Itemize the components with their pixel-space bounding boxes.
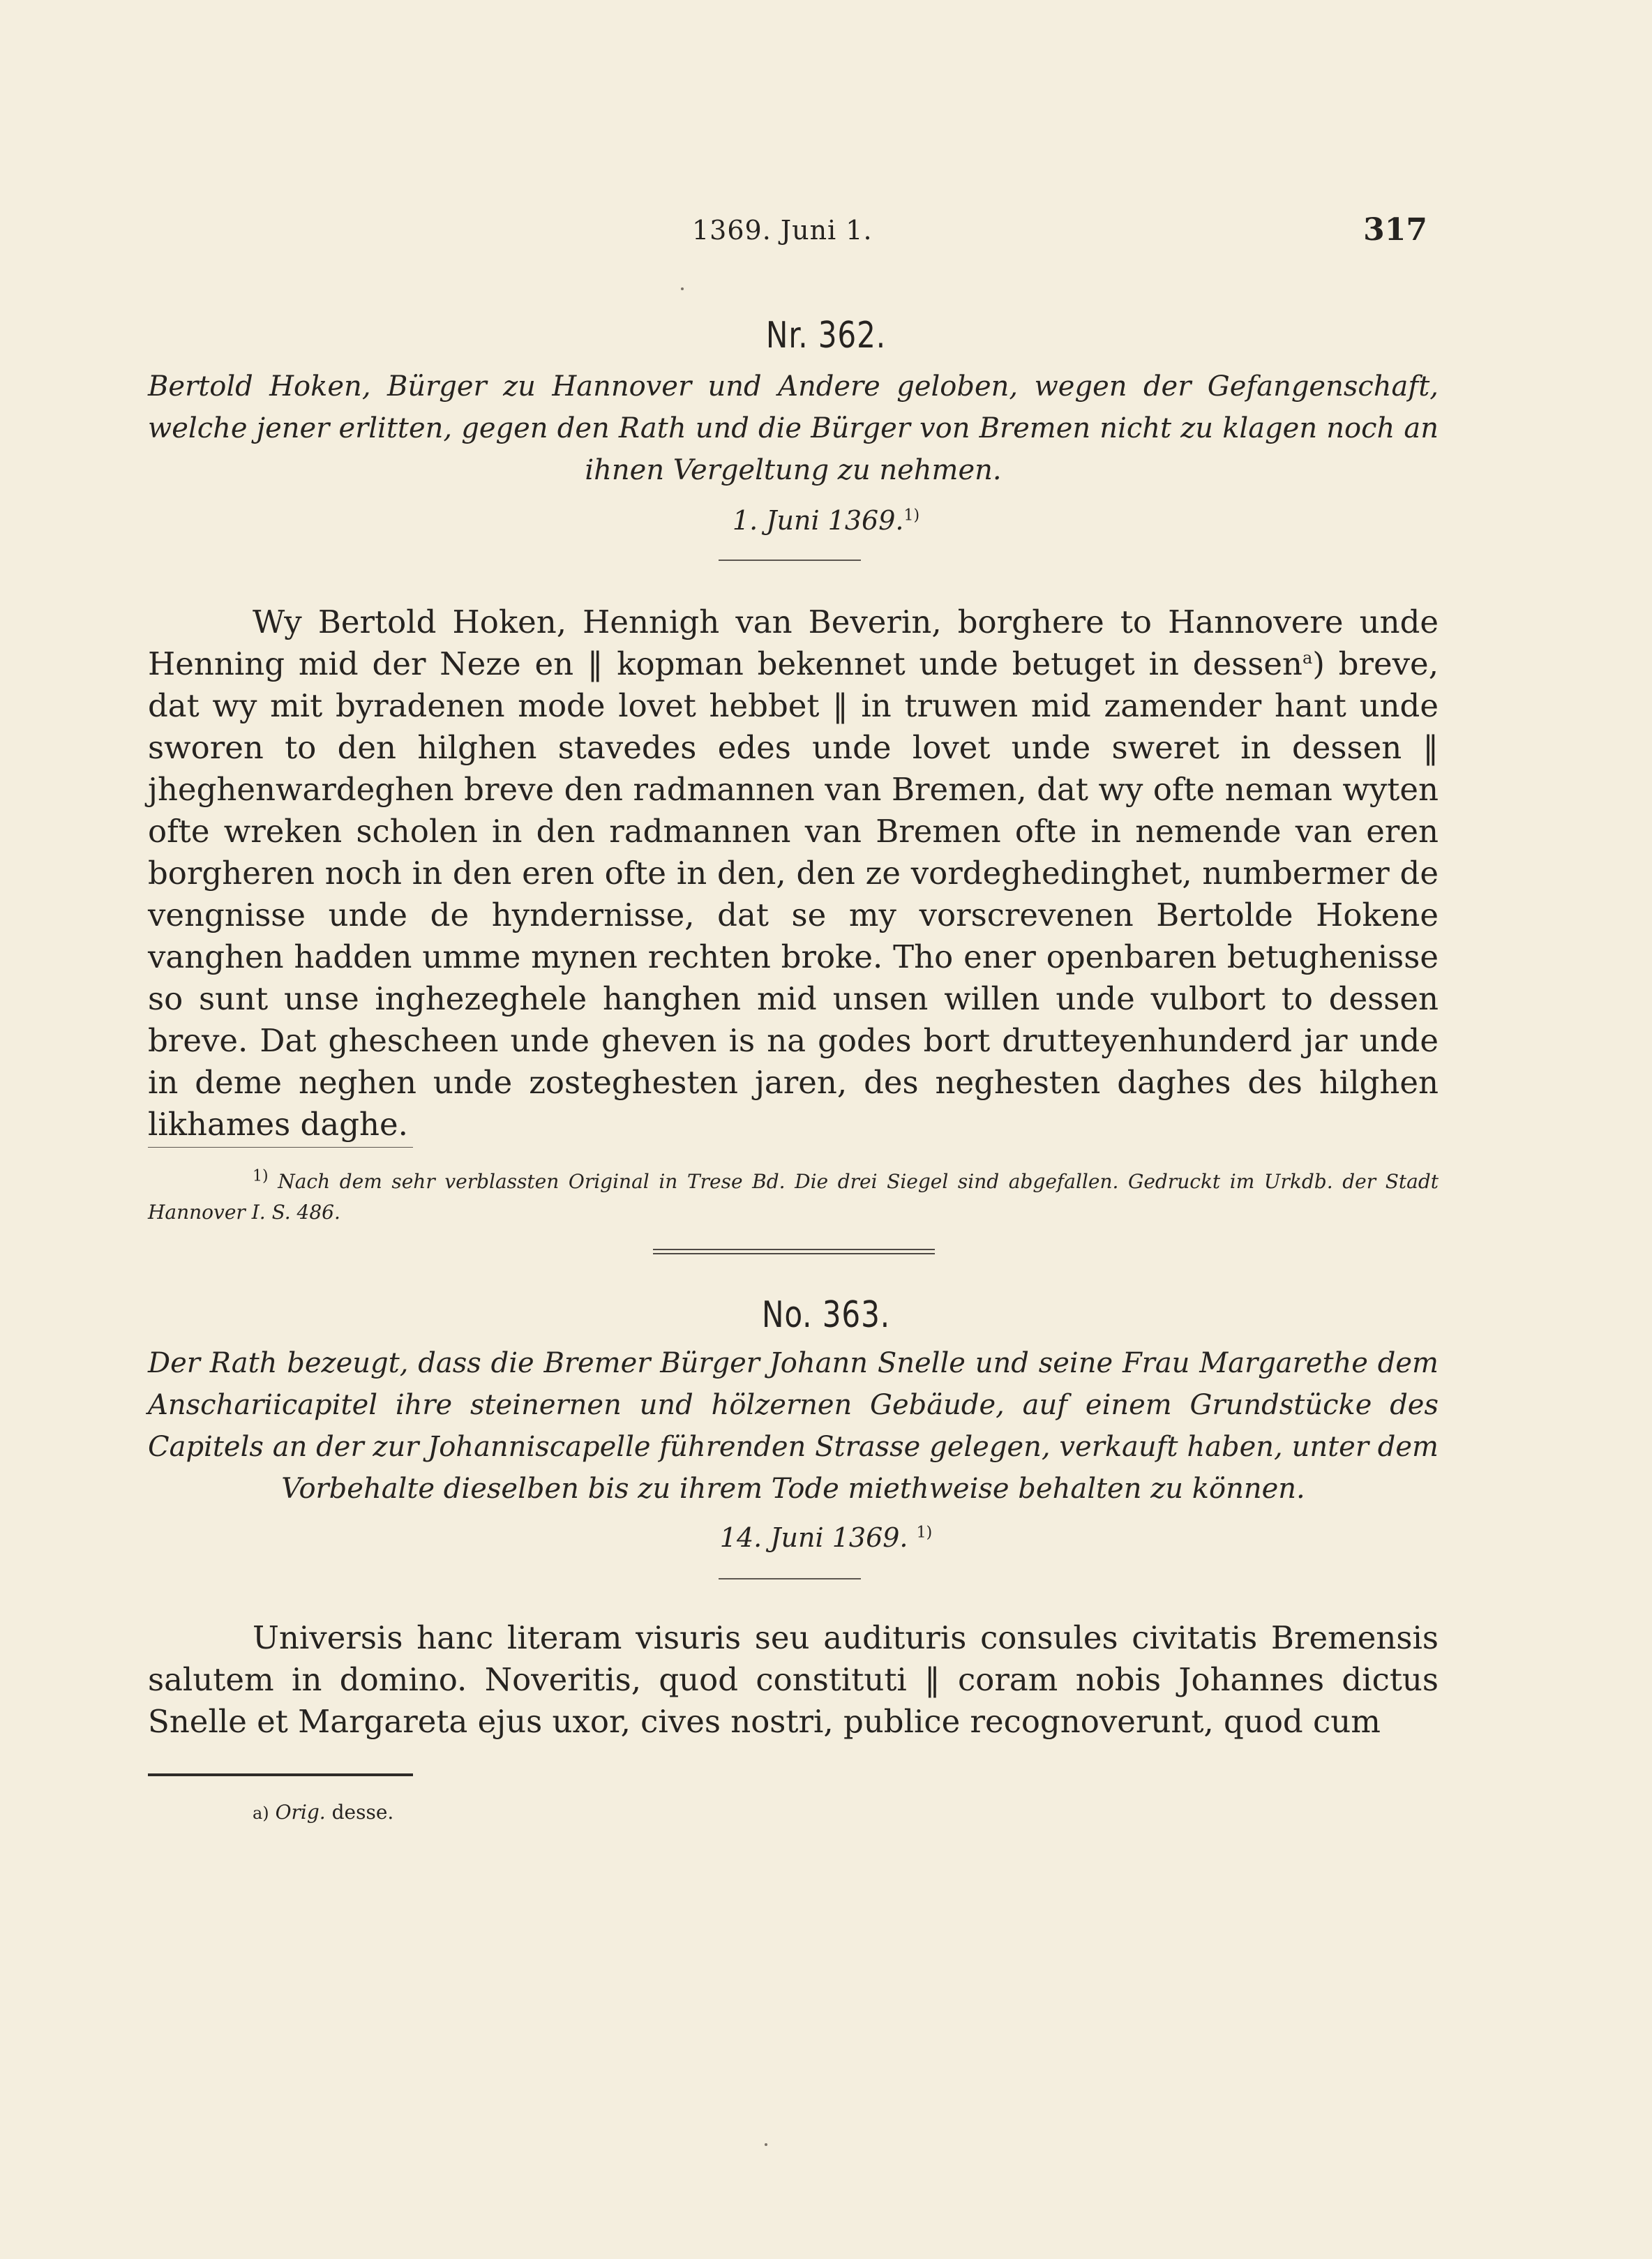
regest-363: Der Rath bezeugt, dass die Bremer Bürger Johann Snelle und seine Frau Margarethe dem Anschariicapitel ihre steinernen und hölzernen Gebäude, auf einem Grundstücke des Capitels an der zur Johanniscapelle führenden Strasse gelegen, verkauft haben, unter dem Vorbehalte dieselben bis zu ihrem Tode miethweise behalten zu können. xyxy=(148,1347,1439,1505)
running-header xyxy=(148,209,1439,251)
date-line-362 xyxy=(0,501,1652,540)
charter-text-363: Universis hanc literam visuris seu audituris consules civitatis Bremensis salutem in domino. Noveritis, quod constituti ‖ coram nobis Johannes dictus Snelle et Margareta ejus uxor, cives nostri, publice recognoverunt, quod cum xyxy=(148,1619,1439,1740)
date-line-363 xyxy=(0,1518,1652,1557)
date-note-marker-362: 1) xyxy=(903,506,920,525)
page-footnote-reading: desse. xyxy=(331,1801,394,1824)
footnote-text-362: Nach dem sehr verblassten Original in Trese Bd. Die drei Siegel sind abgefallen. Gedruckt im Urkdb. der Stadt Hannover I. S. 486. xyxy=(148,1170,1439,1224)
charter-text-362 xyxy=(148,601,1439,1146)
date-362: 1. Juni 1369. xyxy=(732,505,904,536)
charter-text-362-part1: Wy Bertold Hoken, Hennigh van Beverin, borghere to Hannovere unde Henning mid der Neze en ‖ kopman bekennet unde betuget in dessen xyxy=(148,603,1439,682)
paper-speck xyxy=(765,2143,767,2146)
charter-text-362-part2: ) breve, dat wy mit byradenen mode lovet hebbet ‖ in truwen mid zamender hant unde sworen to den hilghen stavedes edes unde lovet unde sweret in dessen ‖ jheghenwardeghen breve den radmannen van Bremen, dat wy ofte neman wyten ofte wreken scholen in den radmannen van Bremen ofte in nemende van eren borgheren noch in den eren ofte in den, den ze vordeghedinghet, numbermer de vengnisse unde de hyndernisse, dat se my vorscrevenen Bertolde Hokene vanghen hadden umme mynen rechten broke. Tho ener openbaren betughenisse so sunt unse inghezeghele hanghen mid unsen willen unde vulbort to dessen breve. Dat ghescheen unde gheven is na godes bort drutteyenhunderd jar unde in deme neghen unde zosteghesten jaren, des neghesten daghes des hilghen likhames daghe. xyxy=(148,645,1439,1143)
date-note-marker-363: 1) xyxy=(916,1524,933,1542)
footnote-separator xyxy=(148,1147,413,1148)
short-rule-363 xyxy=(719,1578,861,1579)
date-363: 14. Juni 1369. xyxy=(719,1522,908,1553)
section-divider xyxy=(653,1249,935,1254)
running-title: 1369. Juni 1. xyxy=(692,215,873,246)
page-footnote-marker: a) xyxy=(253,1803,269,1823)
document-number-362: Nr. 362. xyxy=(765,315,887,357)
page-footnote-a xyxy=(148,1797,1439,1829)
document-number-363: No. 363. xyxy=(761,1294,891,1336)
footnote-marker-362: 1) xyxy=(253,1167,269,1185)
short-rule xyxy=(719,560,861,561)
page-footnote-rule xyxy=(148,1773,413,1776)
regest-362: Bertold Hoken, Bürger zu Hannover und Andere geloben, wegen der Gefangenschaft, welche jener erlitten, gegen den Rath und die Bürger von Bremen nicht zu klagen noch an ihnen Vergeltung zu nehmen. xyxy=(148,370,1439,486)
page-number: 317 xyxy=(1363,212,1427,248)
text-note-marker-a: a xyxy=(1302,648,1313,668)
paper-speck xyxy=(681,287,684,290)
page-footnote-source: Orig. xyxy=(275,1801,326,1824)
footnote-1-362 xyxy=(148,1166,1439,1228)
